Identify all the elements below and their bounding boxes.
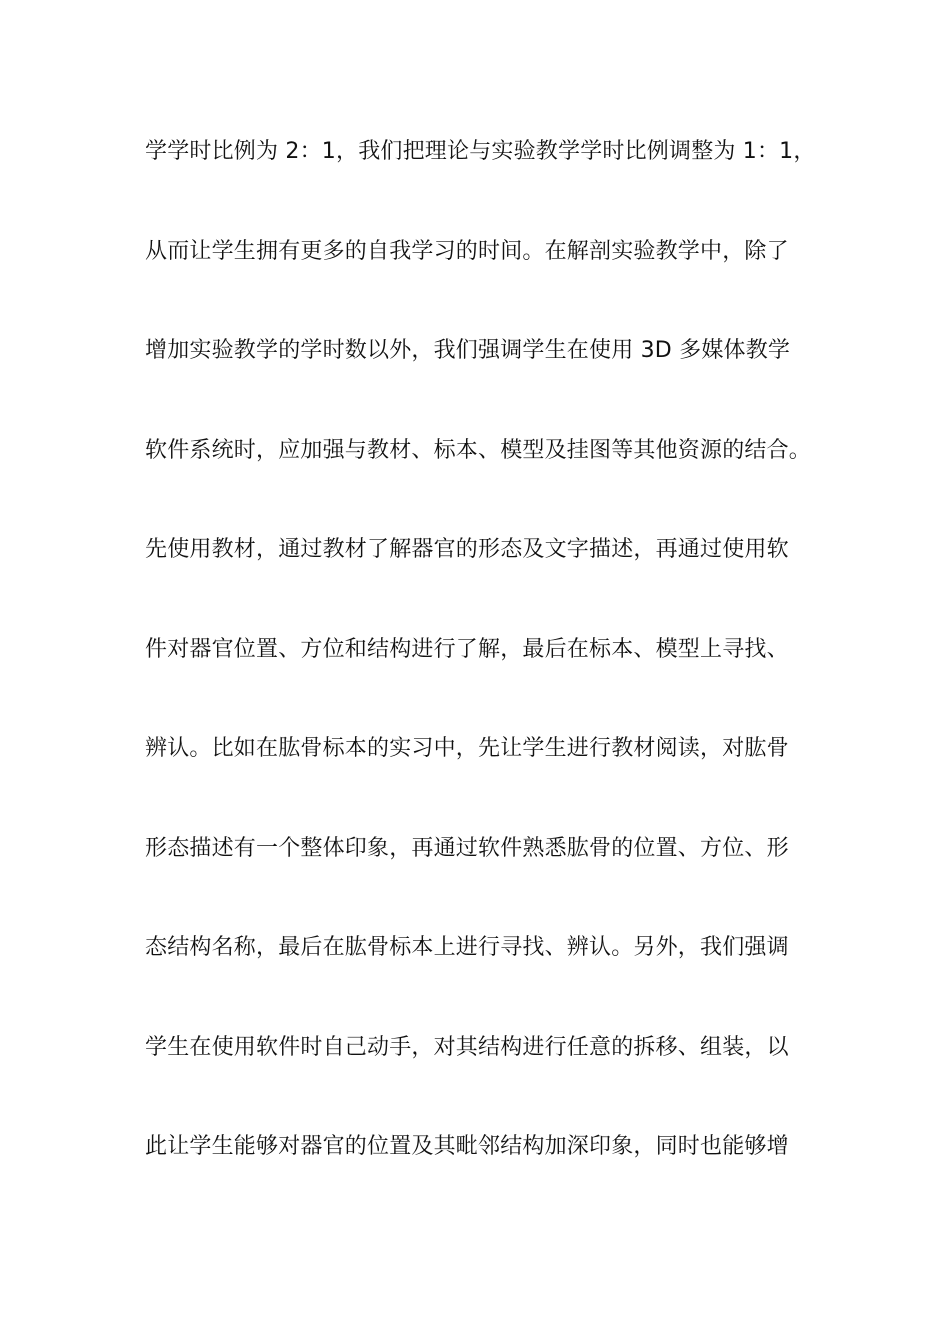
text-line-1: 学学时比例为 2：1，我们把理论与实验教学学时比例调整为 1：1， [145,139,816,164]
text-line-11: 此让学生能够对器官的位置及其毗邻结构加深印象，同时也能够增 [145,1134,789,1159]
text-line-6: 件对器官位置、方位和结构进行了解，最后在标本、模型上寻找、 [145,636,789,662]
text-line-2: 从而让学生拥有更多的自我学习的时间。在解剖实验教学中，除了 [145,238,789,264]
text-line-9: 态结构名称，最后在肱骨标本上进行寻找、辨认。另外，我们强调 [145,935,789,960]
text-line-8: 形态描述有一个整体印象，再通过软件熟悉肱骨的位置、方位、形 [145,835,789,861]
text-line-10: 学生在使用软件时自己动手，对其结构进行任意的拆移、组装，以 [145,1034,789,1060]
text-line-5: 先使用教材，通过教材了解器官的形态及文字描述，再通过使用软 [145,537,789,562]
text-line-4: 软件系统时，应加强与教材、标本、模型及挂图等其他资源的结合。 [145,437,812,463]
text-line-3: 增加实验教学的学时数以外，我们强调学生在使用 3D 多媒体教学 [145,338,791,363]
body-text [145,132,825,1227]
text-line-7: 辨认。比如在肱骨标本的实习中，先让学生进行教材阅读，对肱骨 [145,736,789,761]
